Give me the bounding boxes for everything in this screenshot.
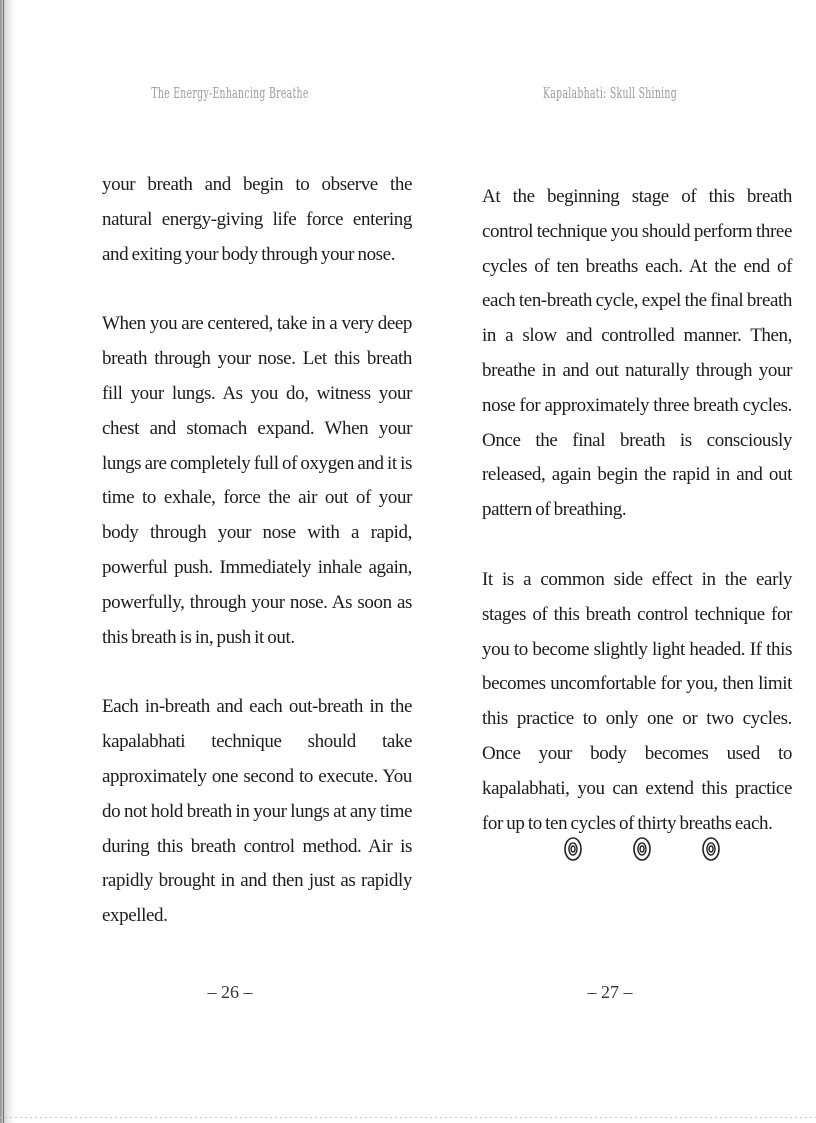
right-running-head: Kapalabhati: Skull Shining xyxy=(542,84,677,102)
left-paragraph-1: your breath and begin to observe the natural energy-giving life force entering and exiting your body through your nose. xyxy=(102,174,412,265)
left-paragraph-2: When you are centered, take in a very deep breath through your nose. Let this breath fill your lungs. As you do, witness your chest and stomach expand. When your lungs are completely full of oxygen and it is time to exhale, force the air out of your body through your nose with a rapid, powerful push. Immediately inhale again, powerfully, through your nose. As soon as this breath is in, push it out. xyxy=(102,313,412,648)
spiral-ornament-icon xyxy=(700,836,722,868)
section-end-ornaments xyxy=(562,836,722,868)
right-page-number: – 27 – xyxy=(587,982,633,1002)
right-paragraph-2: It is a common side effect in the early stages of this breath control technique for you to become slightly light headed. If this becomes uncomfortable for you, then limit this practice to only one or two cycles. Once your body becomes used to kapalabhati, you can extend this practice for up to ten cycles of thirty breaths each. xyxy=(482,568,792,834)
left-running-head: The Energy-Enhancing Breathe xyxy=(151,84,309,102)
right-page xyxy=(420,0,800,1123)
binding-edge-line xyxy=(3,0,4,1123)
right-paragraph-1: At the beginning stage of this breath control technique you should perform three cycles of ten breaths each. At the end of each ten-breath cycle, expel the final breath in a slow and controlled manner. Then, breathe in and out naturally through your nose for approximately three breath cycles. Once the final breath is consciously released, again begin the rapid in and out pattern of breathing. xyxy=(482,186,792,521)
right-text-block xyxy=(482,180,792,876)
spiral-ornament-icon xyxy=(631,836,653,868)
left-text-block xyxy=(102,168,412,969)
left-page xyxy=(40,0,420,1123)
left-page-number: – 26 – xyxy=(207,982,253,1002)
scan-bottom-edge xyxy=(0,1117,816,1118)
left-paragraph-3: Each in-breath and each out-breath in the kapalabhati technique should take approximately one second to execute. You do not hold breath in your lungs at any time during this breath control method. Air is rapidly brought in and then just as rapidly expelled. xyxy=(102,696,412,927)
spiral-ornament-icon xyxy=(562,836,584,868)
book-binding-shadow xyxy=(0,0,16,1123)
